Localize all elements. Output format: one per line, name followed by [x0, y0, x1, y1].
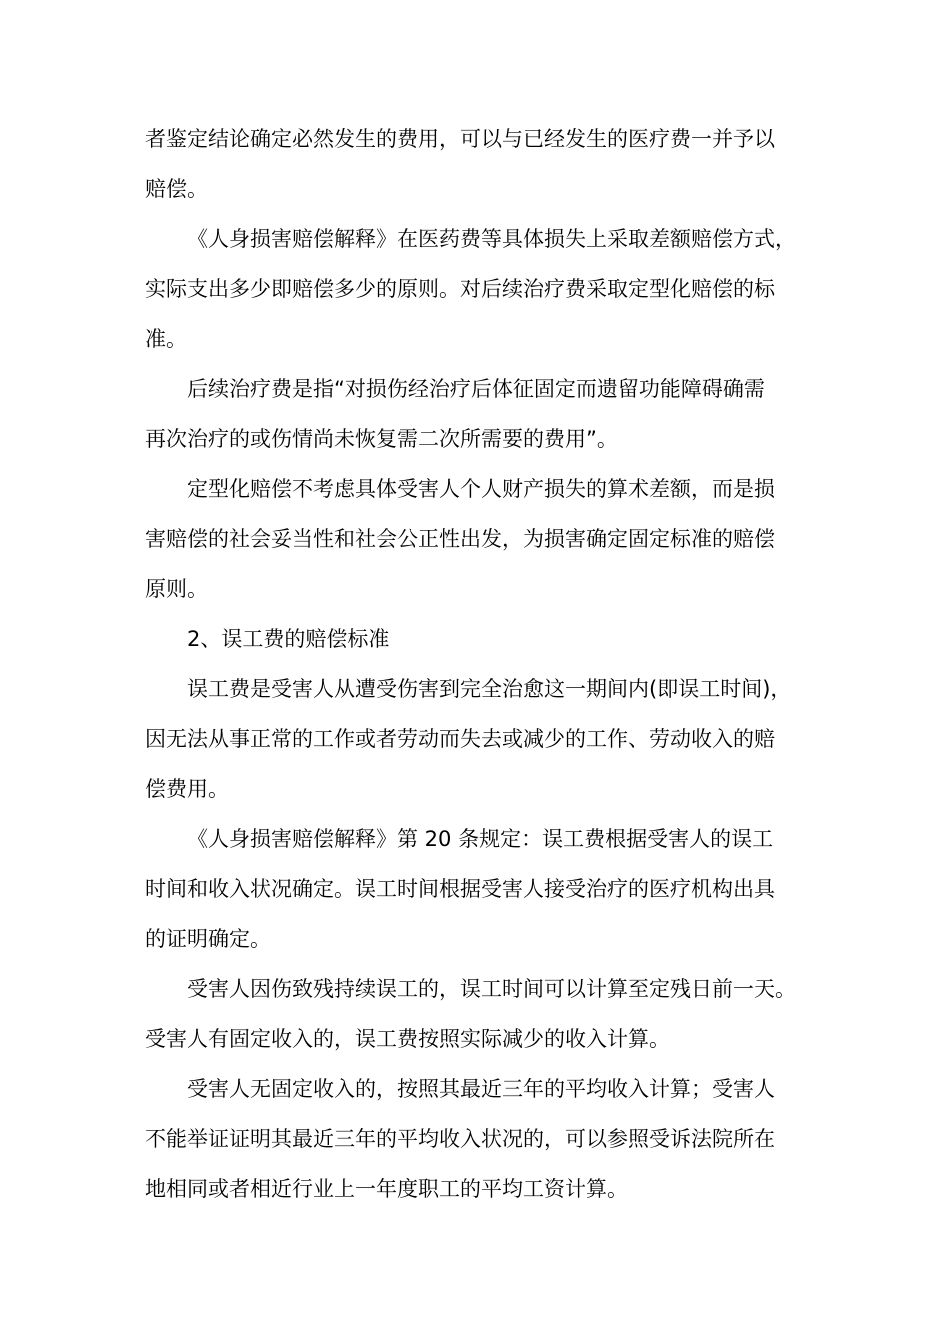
paragraph-5	[145, 664, 817, 814]
section-heading	[145, 614, 817, 664]
paragraph-line: 受害人有固定收入的，误工费按照实际减少的收入计算。	[145, 1027, 670, 1051]
paragraph-line: 2、误工费的赔偿标准	[187, 627, 390, 651]
paragraph-line: 因无法从事正常的工作或者劳动而失去或减少的工作、劳动收入的赔	[145, 727, 775, 751]
paragraph-3	[145, 364, 817, 464]
paragraph-6	[145, 814, 817, 964]
paragraph-line: 《人身损害赔偿解释》第 20 条规定：误工费根据受害人的误工	[187, 827, 774, 851]
paragraph-line: 偿费用。	[145, 777, 229, 801]
paragraph-line: 准。	[145, 327, 187, 351]
paragraph-1	[145, 114, 817, 214]
paragraph-line: 再次治疗的或伤情尚未恢复需二次所需要的费用”。	[145, 427, 618, 451]
paragraph-line: 定型化赔偿不考虑具体受害人个人财产损失的算术差额，而是损	[187, 477, 775, 501]
paragraph-line: 不能举证证明其最近三年的平均收入状况的，可以参照受诉法院所在	[145, 1127, 775, 1151]
paragraph-7	[145, 964, 817, 1064]
paragraph-line: 受害人因伤致残持续误工的，误工时间可以计算至定残日前一天。	[187, 977, 796, 1001]
paragraph-line: 地相同或者相近行业上一年度职工的平均工资计算。	[145, 1177, 628, 1201]
paragraph-line: 误工费是受害人从遭受伤害到完全治愈这一期间内(即误工时间)，	[187, 677, 792, 701]
document-page	[145, 114, 817, 1214]
paragraph-line: 害赔偿的社会妥当性和社会公正性出发，为损害确定固定标准的赔偿	[145, 527, 775, 551]
paragraph-4	[145, 464, 817, 614]
paragraph-2	[145, 214, 817, 364]
paragraph-line: 后续治疗费是指“对损伤经治疗后体征固定而遗留功能障碍确需	[187, 377, 765, 401]
paragraph-line: 受害人无固定收入的，按照其最近三年的平均收入计算；受害人	[187, 1077, 775, 1101]
paragraph-line: 时间和收入状况确定。误工时间根据受害人接受治疗的医疗机构出具	[145, 877, 775, 901]
paragraph-8	[145, 1064, 817, 1214]
paragraph-line: 的证明确定。	[145, 927, 271, 951]
paragraph-line: 者鉴定结论确定必然发生的费用，可以与已经发生的医疗费一并予以	[145, 127, 775, 151]
paragraph-line: 《人身损害赔偿解释》在医药费等具体损失上采取差额赔偿方式，	[187, 227, 796, 251]
paragraph-line: 赔偿。	[145, 177, 208, 201]
paragraph-line: 原则。	[145, 577, 208, 601]
paragraph-line: 实际支出多少即赔偿多少的原则。对后续治疗费采取定型化赔偿的标	[145, 277, 775, 301]
